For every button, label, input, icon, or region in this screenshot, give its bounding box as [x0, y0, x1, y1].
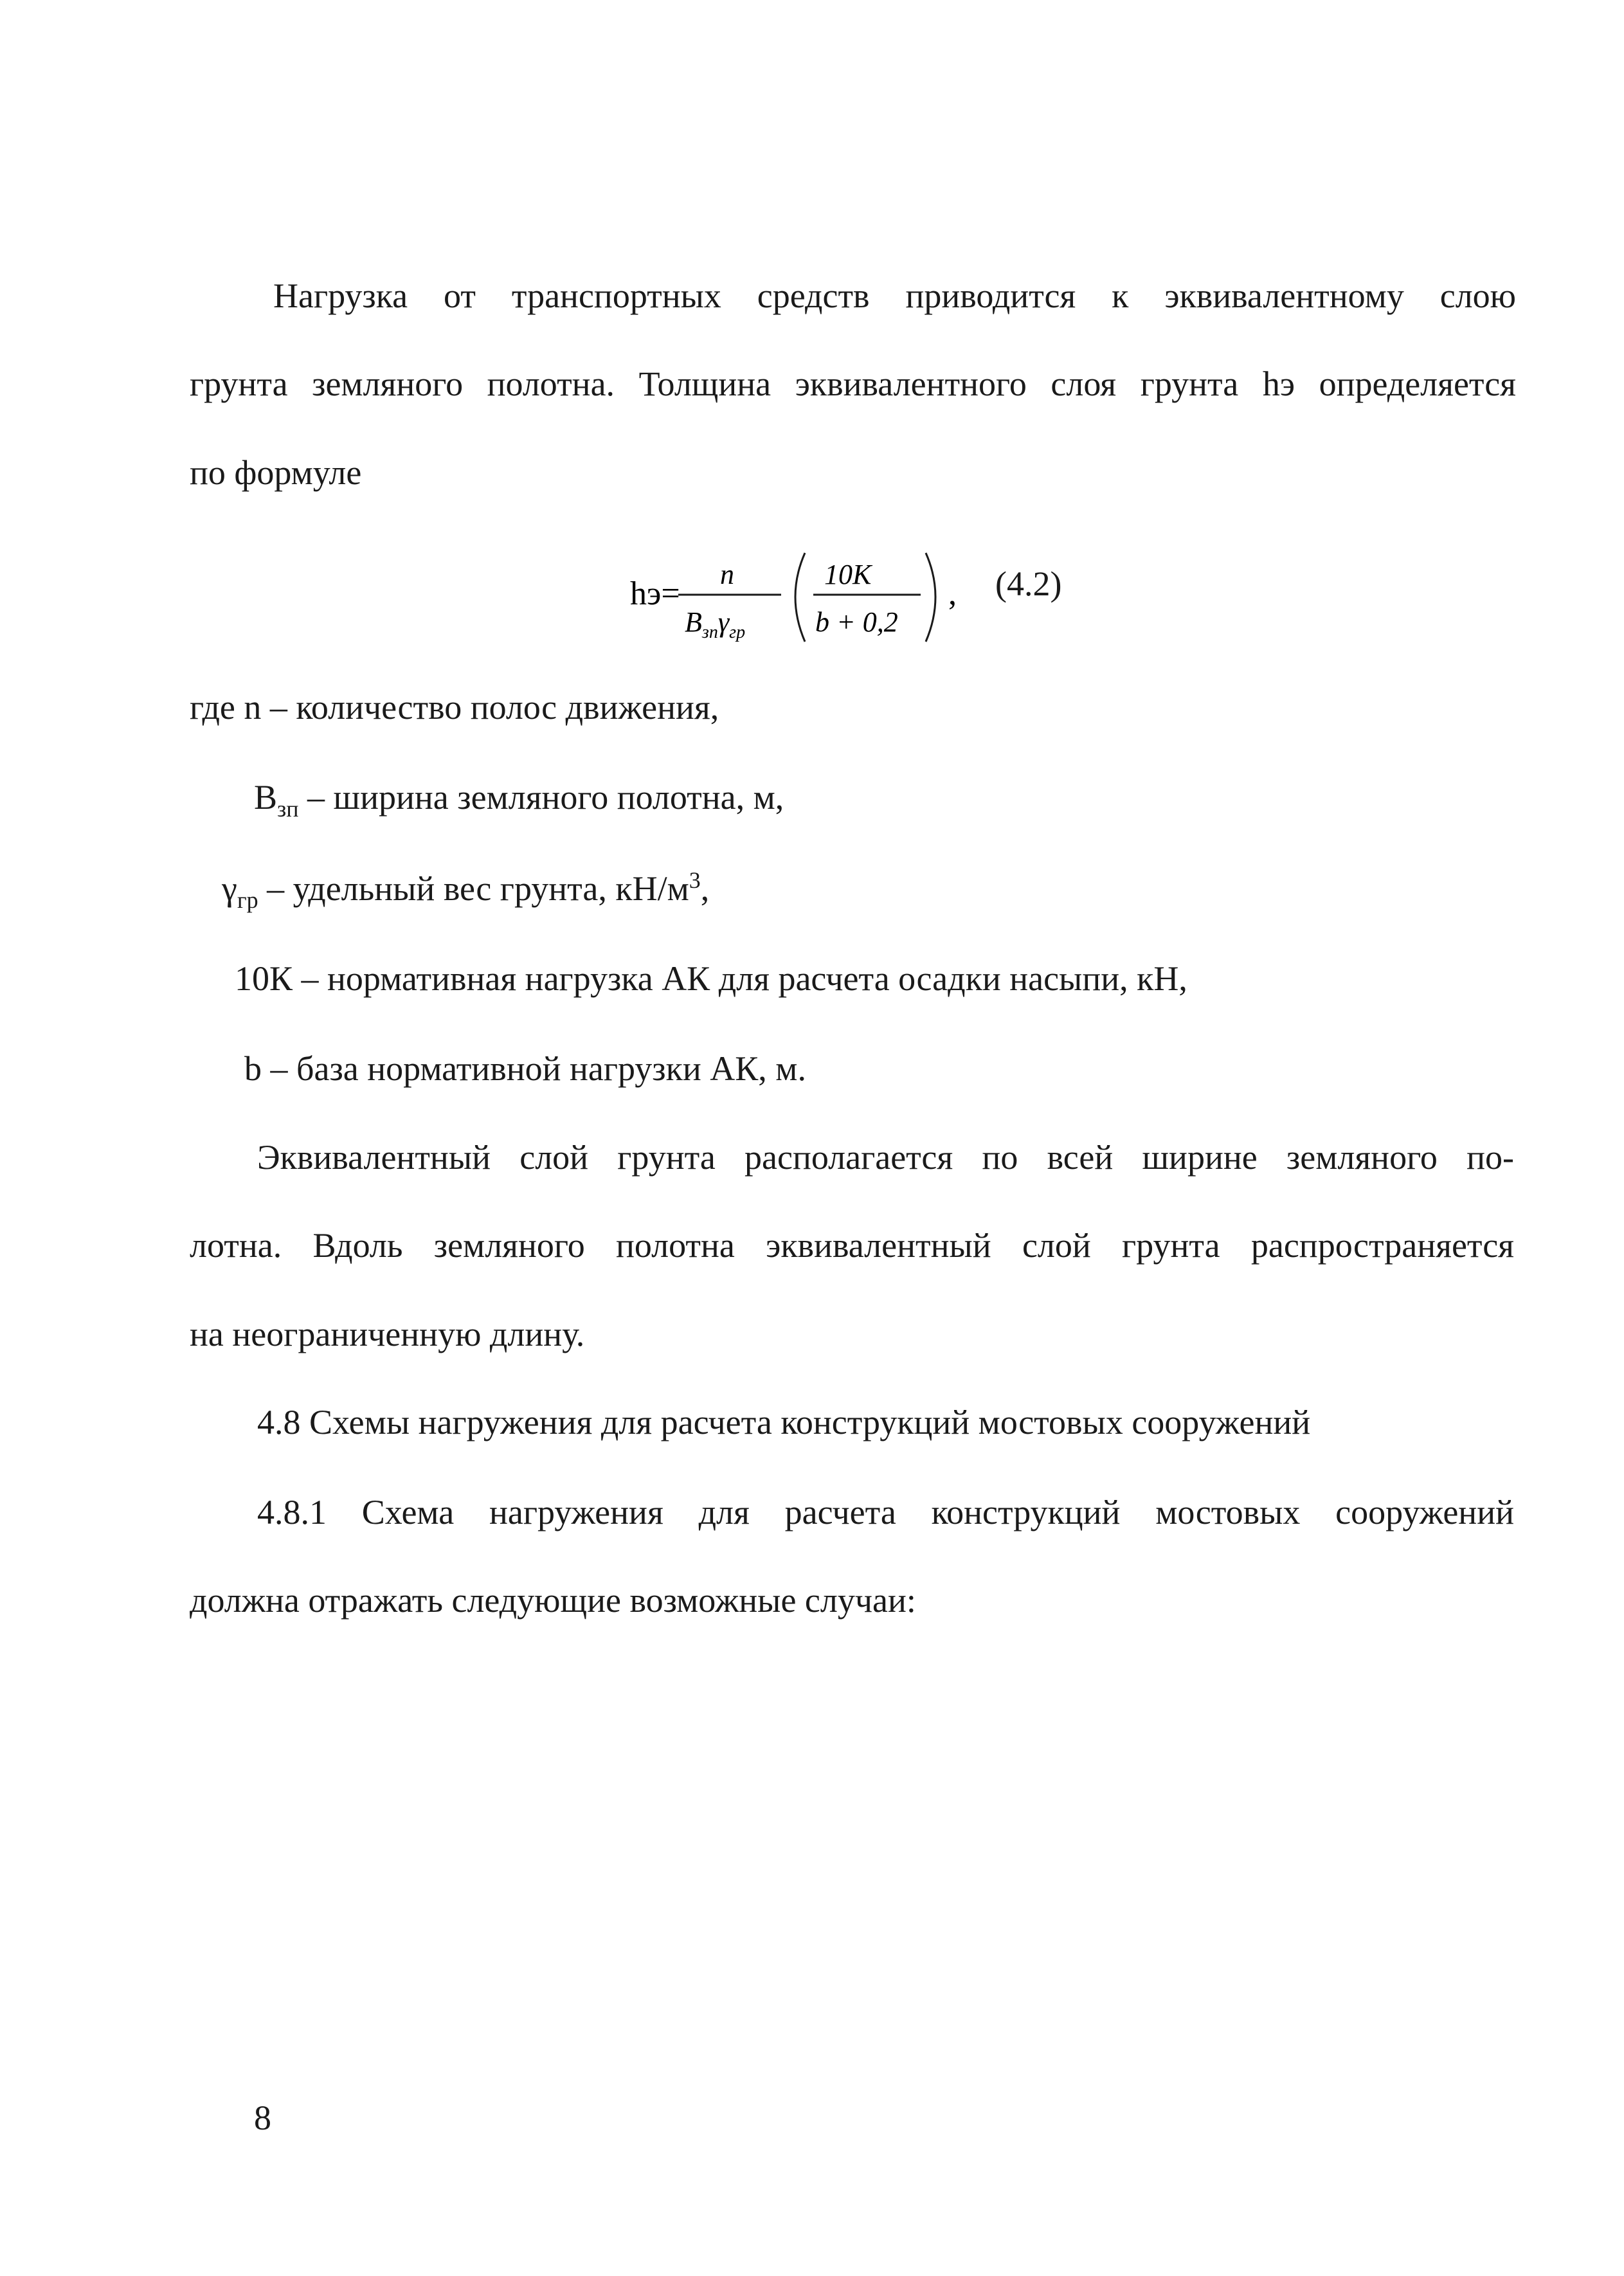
formula-inner-denominator: b + 0,2	[815, 606, 898, 638]
definition-10k: 10К – нормативная нагрузка АК для расчета осадки насыпи, кН,	[235, 959, 1187, 998]
formula-comma: ,	[948, 575, 957, 612]
formula-right-paren	[926, 553, 935, 642]
definition-b: b – база нормативной нагрузки АК, м.	[244, 1049, 806, 1088]
formula-inner-numerator: 10K	[824, 559, 872, 590]
formula-numerator: n	[720, 559, 734, 590]
paragraph1-line2: грунта земляного полотна. Толщина эквивалентного слоя грунта hэ определяется	[190, 365, 1516, 403]
definition-B: $B_{зп}$ – ширина земляного полотна, м,	[254, 778, 784, 822]
definition-intro: где n – количество полос движения,	[190, 688, 719, 727]
paragraph3-line1: 4.8.1 Схема нагружения для расчета конструкций мостовых сооружений	[257, 1493, 1514, 1531]
paragraph2-line2: лотна. Вдоль земляного полотна эквивалентный слой грунта распространяется	[190, 1226, 1514, 1265]
section-heading: 4.8 Схемы нагружения для расчета конструкций мостовых сооружений	[257, 1403, 1311, 1441]
equation-number: (4.2)	[995, 564, 1062, 603]
paragraph2-line3: на неограниченную длину.	[190, 1315, 585, 1353]
paragraph1-line1: Нагрузка от транспортных средств приводится к эквивалентному слою	[273, 276, 1516, 315]
paragraph3-line2: должна отражать следующие возможные случаи:	[190, 1581, 916, 1620]
formula-denominator: $B_{зп}\gamma_{гр}$	[685, 606, 746, 642]
formula-4-2	[617, 534, 1260, 662]
paragraph2-line1: Эквивалентный слой грунта располагается по всей ширине земляного по-	[257, 1138, 1514, 1177]
formula-left-paren	[795, 553, 805, 642]
formula-lhs: hэ=	[630, 575, 680, 612]
definition-gamma: $\gamma_{гр}$ – удельный вес грунта, $кН/м^3$,	[222, 867, 710, 913]
paragraph1-line3: по формуле	[190, 453, 362, 492]
page-number: 8	[254, 2099, 271, 2137]
